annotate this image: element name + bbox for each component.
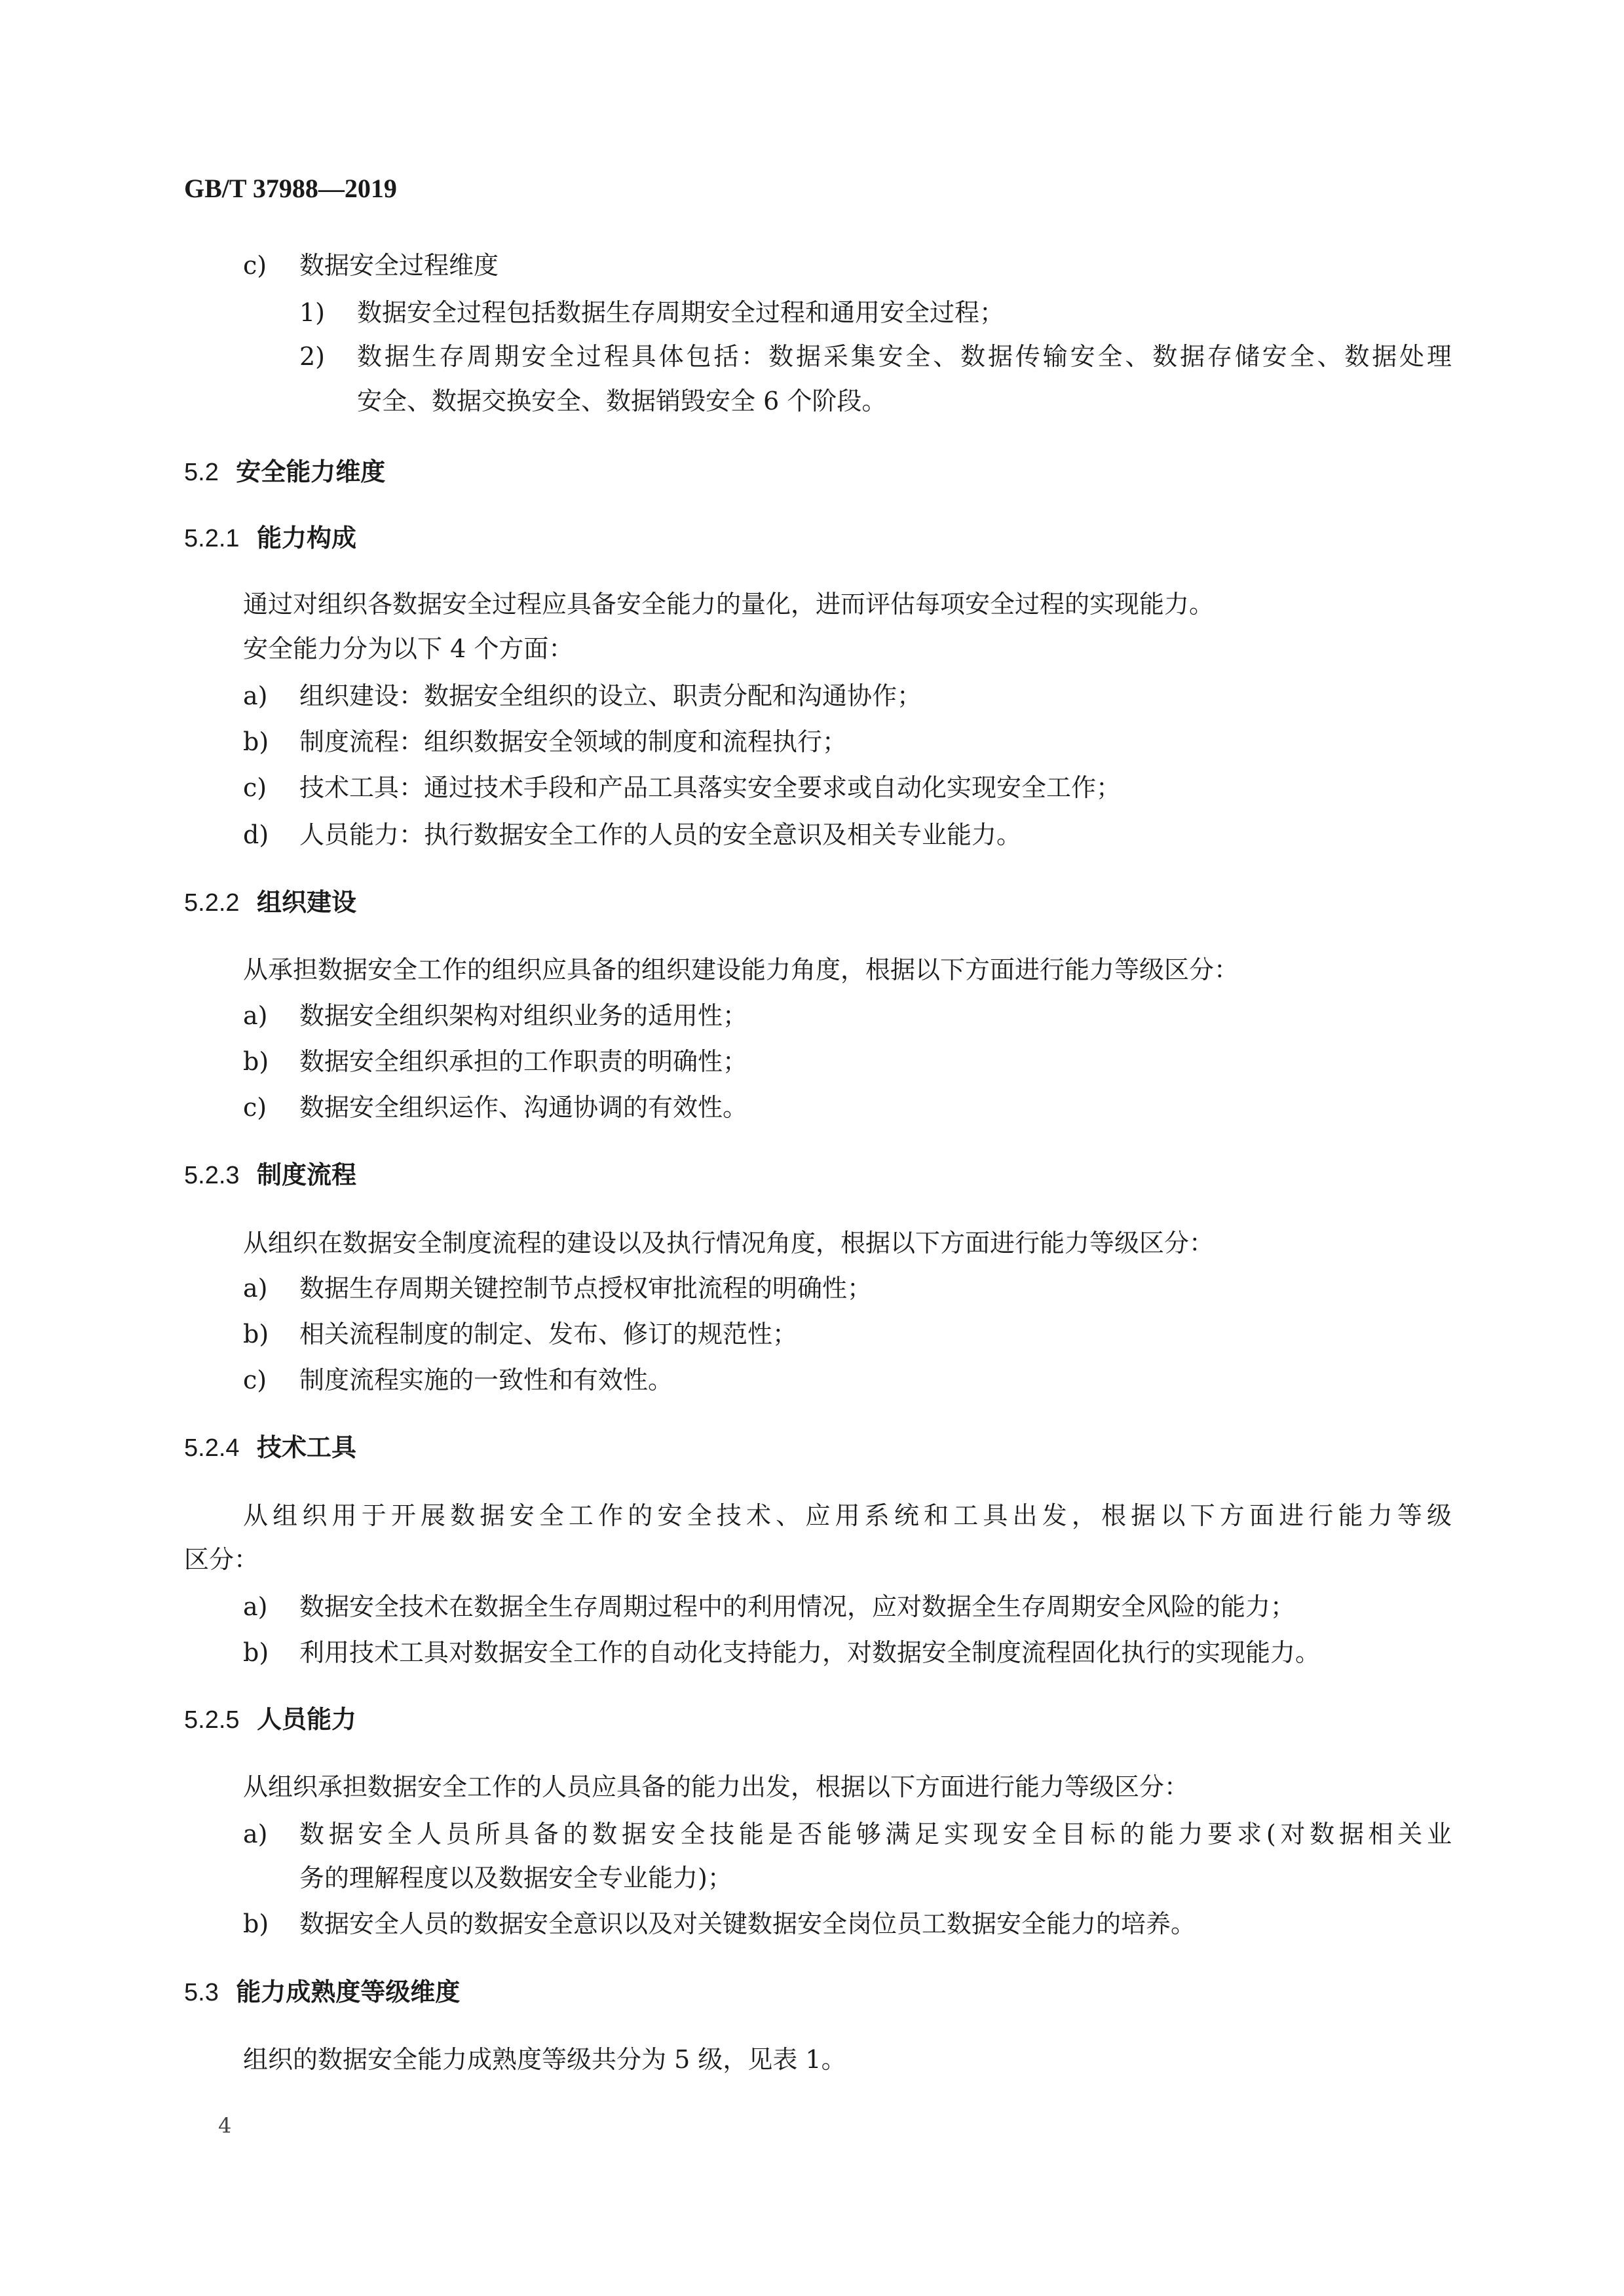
list-item-text: 数据安全人员所具备的数据安全技能是否能够满足实现安全目标的能力要求(对数据相关业 [299,1820,1452,1848]
paragraph: 通过对组织各数据安全过程应具备安全能力的量化，进而评估每项安全过程的实现能力。 [243,590,1215,619]
list-label: b) [243,1909,269,1938]
list-label: a) [243,1592,268,1621]
list-label: b) [243,1638,269,1667]
paragraph: 从组织用于开展数据安全工作的安全技术、应用系统和工具出发，根据以下方面进行能力等级 [243,1501,1452,1530]
list-label: a) [243,1820,268,1848]
section-title: 能力成熟度等级维度 [236,1978,461,2006]
section-heading-5-2-4 [184,1433,356,1463]
list-label: b) [243,727,269,756]
list-item-text: 数据生存周期安全过程具体包括：数据采集安全、数据传输安全、数据存储安全、数据处理 [357,342,1452,371]
list-label: d) [243,820,269,849]
paragraph: 从组织承担数据安全工作的人员应具备的能力出发，根据以下方面进行能力等级区分： [243,1772,1190,1801]
list-label: c) [243,251,267,280]
list-label: a) [243,681,268,710]
section-title: 制度流程 [257,1160,357,1189]
list-item-text: 数据安全过程包括数据生存周期安全过程和通用安全过程； [357,298,1005,327]
list-item-text: 组织建设：数据安全组织的设立、职责分配和沟通协作； [299,681,922,710]
list-item-text: 制度流程实施的一致性和有效性。 [299,1366,673,1394]
list-item-text: 安全、数据交换安全、数据销毁安全 6 个阶段。 [357,387,887,415]
paragraph: 从承担数据安全工作的组织应具备的组织建设能力角度，根据以下方面进行能力等级区分： [243,955,1239,984]
section-heading-5-2-2 [184,888,356,917]
section-heading-5-3 [184,1978,460,2007]
document-code: GB/T 37988—2019 [184,174,397,203]
section-number: 5.2.5 [184,1706,240,1734]
list-label: a) [243,1001,268,1030]
list-item-text: 利用技术工具对数据安全工作的自动化支持能力，对数据安全制度流程固化执行的实现能力。 [299,1638,1321,1667]
list-item-text: 数据安全过程维度 [299,251,499,280]
section-number: 5.3 [184,1979,219,2006]
list-item-text: 相关流程制度的制定、发布、修订的规范性； [299,1320,798,1349]
section-heading-5-2-5 [184,1705,356,1734]
list-label: a) [243,1274,268,1303]
section-number: 5.2 [184,459,219,486]
paragraph: 从组织在数据安全制度流程的建设以及执行情况角度，根据以下方面进行能力等级区分： [243,1229,1215,1257]
list-item-text: 数据生存周期关键控制节点授权审批流程的明确性； [299,1274,873,1303]
list-label: b) [243,1047,269,1076]
section-title: 人员能力 [257,1705,357,1734]
section-title: 安全能力维度 [236,457,386,486]
list-item-text: 数据安全组织承担的工作职责的明确性； [299,1047,748,1076]
section-heading-5-2-3 [184,1160,356,1190]
list-label: 2) [299,342,326,371]
section-number: 5.2.2 [184,889,240,917]
list-item-text: 制度流程：组织数据安全领域的制度和流程执行； [299,727,848,756]
list-label: b) [243,1320,269,1349]
paragraph: 区分： [184,1545,259,1574]
section-number: 5.2.4 [184,1434,240,1462]
paragraph: 安全能力分为以下 4 个方面： [243,634,574,663]
list-item-text: 数据安全组织架构对组织业务的适用性； [299,1001,748,1030]
list-item-text: 数据安全人员的数据安全意识以及对关键数据安全岗位员工数据安全能力的培养。 [299,1909,1196,1938]
list-item-text: 人员能力：执行数据安全工作的人员的安全意识及相关专业能力。 [299,820,1022,849]
section-heading-5-2 [184,457,385,487]
section-heading-5-2-1 [184,524,356,553]
list-label: c) [243,773,267,802]
list-item-text: 数据安全组织运作、沟通协调的有效性。 [299,1093,748,1122]
list-label: 1) [299,298,326,327]
section-title: 能力构成 [257,524,357,552]
list-item-text: 数据安全技术在数据全生存周期过程中的利用情况，应对数据全生存周期安全风险的能力； [299,1592,1296,1621]
page-number: 4 [218,2113,232,2138]
list-label: c) [243,1093,267,1122]
paragraph: 组织的数据安全能力成熟度等级共分为 5 级，见表 1。 [243,2045,846,2074]
section-title: 技术工具 [257,1433,357,1462]
section-number: 5.2.3 [184,1162,240,1189]
list-label: c) [243,1366,267,1394]
list-item-text: 技术工具：通过技术手段和产品工具落实安全要求或自动化实现安全工作； [299,773,1122,802]
section-title: 组织建设 [257,888,357,917]
list-item-text: 务的理解程度以及数据安全专业能力)； [299,1864,732,1892]
section-number: 5.2.1 [184,525,240,552]
